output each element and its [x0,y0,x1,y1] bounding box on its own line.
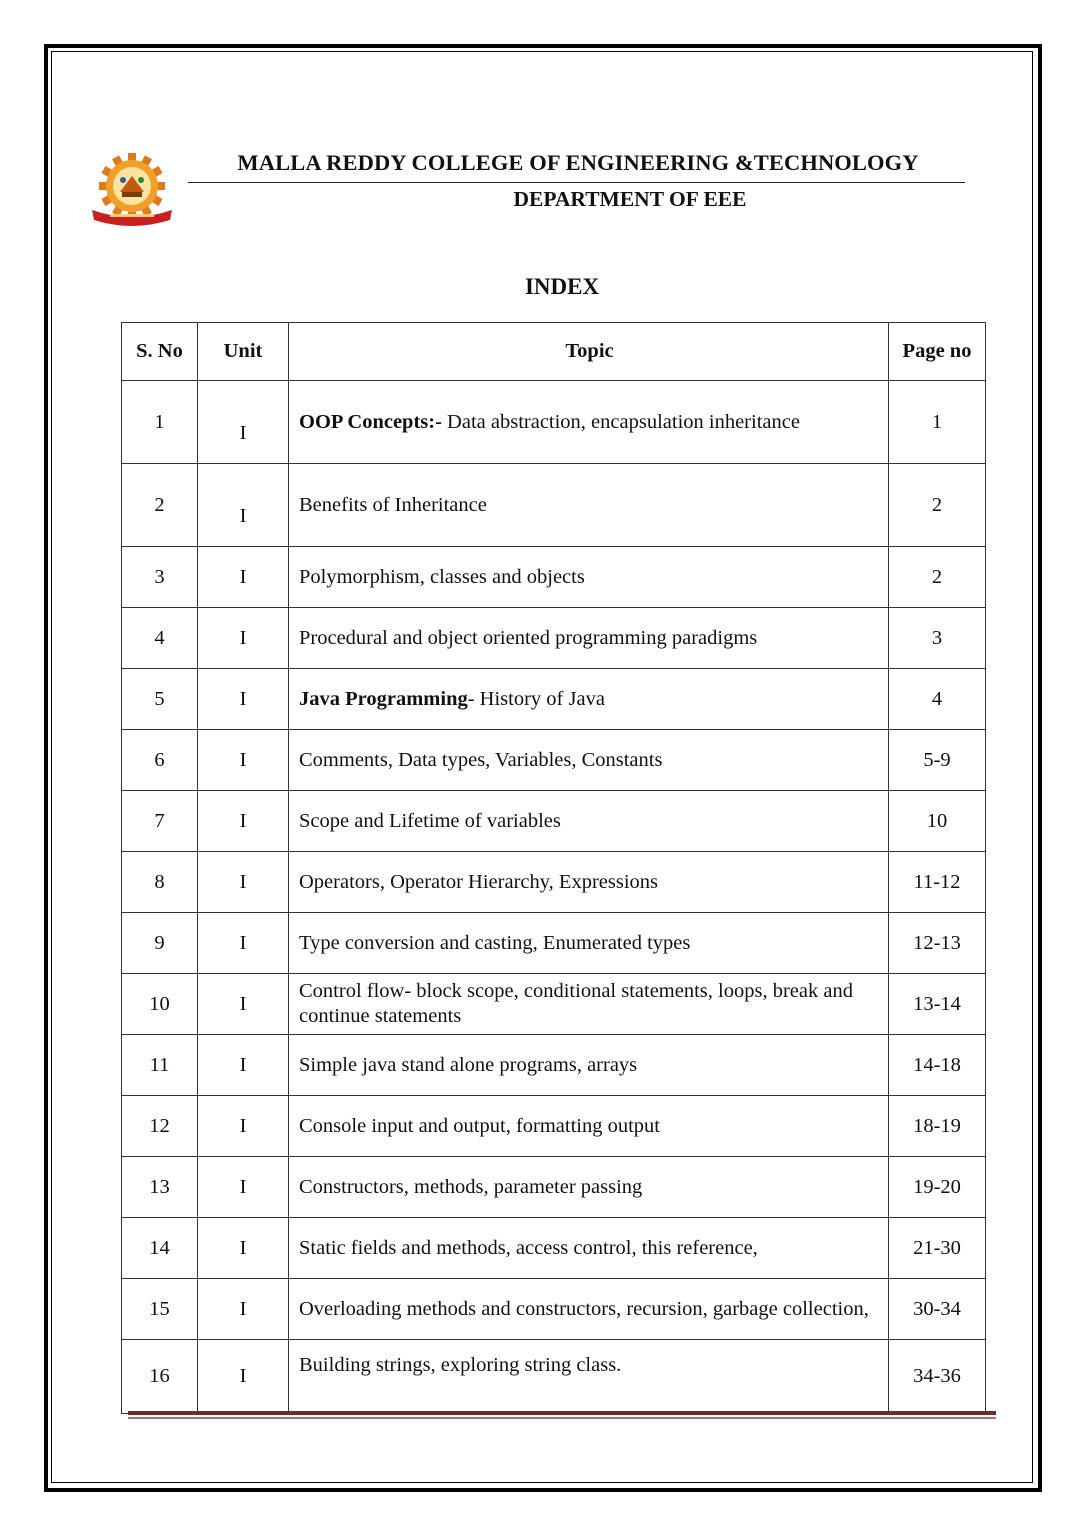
cell-sno: 11 [122,1035,198,1096]
topic-text: Polymorphism, classes and objects [299,565,585,588]
header-divider [188,182,965,183]
cell-topic [289,547,889,608]
cell-page: 19-20 [889,1157,986,1218]
topic-text: Console input and output, formatting output [299,1114,661,1137]
cell-topic [289,730,889,791]
topic-text: Scope and Lifetime of variables [299,809,561,832]
college-emblem-icon [86,152,178,228]
cell-unit: I [198,608,289,669]
table-row [122,1279,986,1340]
cell-page: 3 [889,608,986,669]
cell-unit: I [198,791,289,852]
cell-sno: 16 [122,1340,198,1414]
cell-unit: I [198,913,289,974]
cell-sno: 3 [122,547,198,608]
cell-sno: 6 [122,730,198,791]
column-header-sno: S. No [122,323,198,381]
table-row [122,791,986,852]
cell-topic [289,669,889,730]
topic-text: - History of Java [467,687,605,710]
topic-lead: OOP Concepts:- [299,410,442,433]
cell-page: 2 [889,547,986,608]
cell-unit: I [198,1340,289,1414]
cell-page: 11-12 [889,852,986,913]
column-header-topic: Topic [289,323,889,381]
topic-text: Procedural and object oriented programming paradigms [299,626,758,649]
table-header-row [122,323,986,381]
cell-unit: I [198,1279,289,1340]
table-row [122,608,986,669]
cell-page: 1 [889,381,986,464]
index-table [121,322,986,1414]
footer-rule-thin [128,1417,996,1419]
cell-unit: I [198,730,289,791]
topic-text: Operators, Operator Hierarchy, Expressions [299,870,659,893]
cell-sno: 15 [122,1279,198,1340]
cell-sno: 13 [122,1157,198,1218]
cell-topic [289,913,889,974]
cell-unit: I [198,381,289,464]
cell-unit: I [198,669,289,730]
cell-topic [289,974,889,1035]
cell-sno: 9 [122,913,198,974]
cell-page: 18-19 [889,1096,986,1157]
cell-topic [289,1218,889,1279]
footer-rule-thick [128,1411,996,1415]
cell-topic [289,1157,889,1218]
table-row [122,547,986,608]
topic-text: Data abstraction, encapsulation inheritance [441,410,800,433]
cell-topic [289,791,889,852]
cell-topic [289,1279,889,1340]
cell-page: 10 [889,791,986,852]
cell-page: 12-13 [889,913,986,974]
topic-text: Comments, Data types, Variables, Constants [299,748,663,771]
table-row [122,1340,986,1414]
topic-text: Type conversion and casting, Enumerated types [299,931,691,954]
table-row [122,974,986,1035]
cell-page: 4 [889,669,986,730]
table-row [122,1157,986,1218]
cell-page: 30-34 [889,1279,986,1340]
table-row [122,913,986,974]
cell-unit: I [198,1096,289,1157]
table-row [122,1096,986,1157]
cell-sno: 7 [122,791,198,852]
column-header-page: Page no [889,323,986,381]
topic-text: Static fields and methods, access control, this reference, [299,1236,758,1259]
cell-page: 21-30 [889,1218,986,1279]
topic-text: Building strings, exploring string class. [299,1354,622,1376]
cell-topic [289,381,889,464]
cell-page: 2 [889,464,986,547]
table-row [122,669,986,730]
cell-sno: 8 [122,852,198,913]
cell-sno: 2 [122,464,198,547]
cell-topic [289,852,889,913]
cell-sno: 10 [122,974,198,1035]
column-header-unit: Unit [198,323,289,381]
cell-page: 5-9 [889,730,986,791]
cell-topic [289,608,889,669]
table-row [122,381,986,464]
cell-sno: 5 [122,669,198,730]
cell-sno: 14 [122,1218,198,1279]
cell-unit: I [198,547,289,608]
topic-text: Simple java stand alone programs, arrays [299,1053,638,1076]
topic-text: Constructors, methods, parameter passing [299,1175,643,1198]
cell-topic [289,464,889,547]
cell-page: 13-14 [889,974,986,1035]
cell-unit: I [198,464,289,547]
topic-text: Control flow- block scope, conditional statements, loops, break and continue statements [299,980,853,1027]
cell-topic [289,1096,889,1157]
cell-sno: 1 [122,381,198,464]
topic-text: Benefits of Inheritance [299,493,487,516]
cell-sno: 12 [122,1096,198,1157]
college-name: MALLA REDDY COLLEGE OF ENGINEERING &TECHNOLOGY [237,150,919,175]
cell-unit: I [198,1035,289,1096]
cell-unit: I [198,1157,289,1218]
table-row [122,852,986,913]
topic-text: Overloading methods and constructors, recursion, garbage collection, [299,1297,869,1320]
cell-unit: I [198,852,289,913]
cell-page: 14-18 [889,1035,986,1096]
cell-sno: 4 [122,608,198,669]
cell-topic [289,1340,889,1414]
table-row [122,1218,986,1279]
department-name: DEPARTMENT OF EEE [513,187,747,211]
cell-topic [289,1035,889,1096]
cell-page: 34-36 [889,1340,986,1414]
index-title: INDEX [524,274,600,299]
table-row [122,464,986,547]
cell-unit: I [198,974,289,1035]
table-row [122,1035,986,1096]
topic-lead: Java Programming [299,687,468,710]
table-row [122,730,986,791]
cell-unit: I [198,1218,289,1279]
